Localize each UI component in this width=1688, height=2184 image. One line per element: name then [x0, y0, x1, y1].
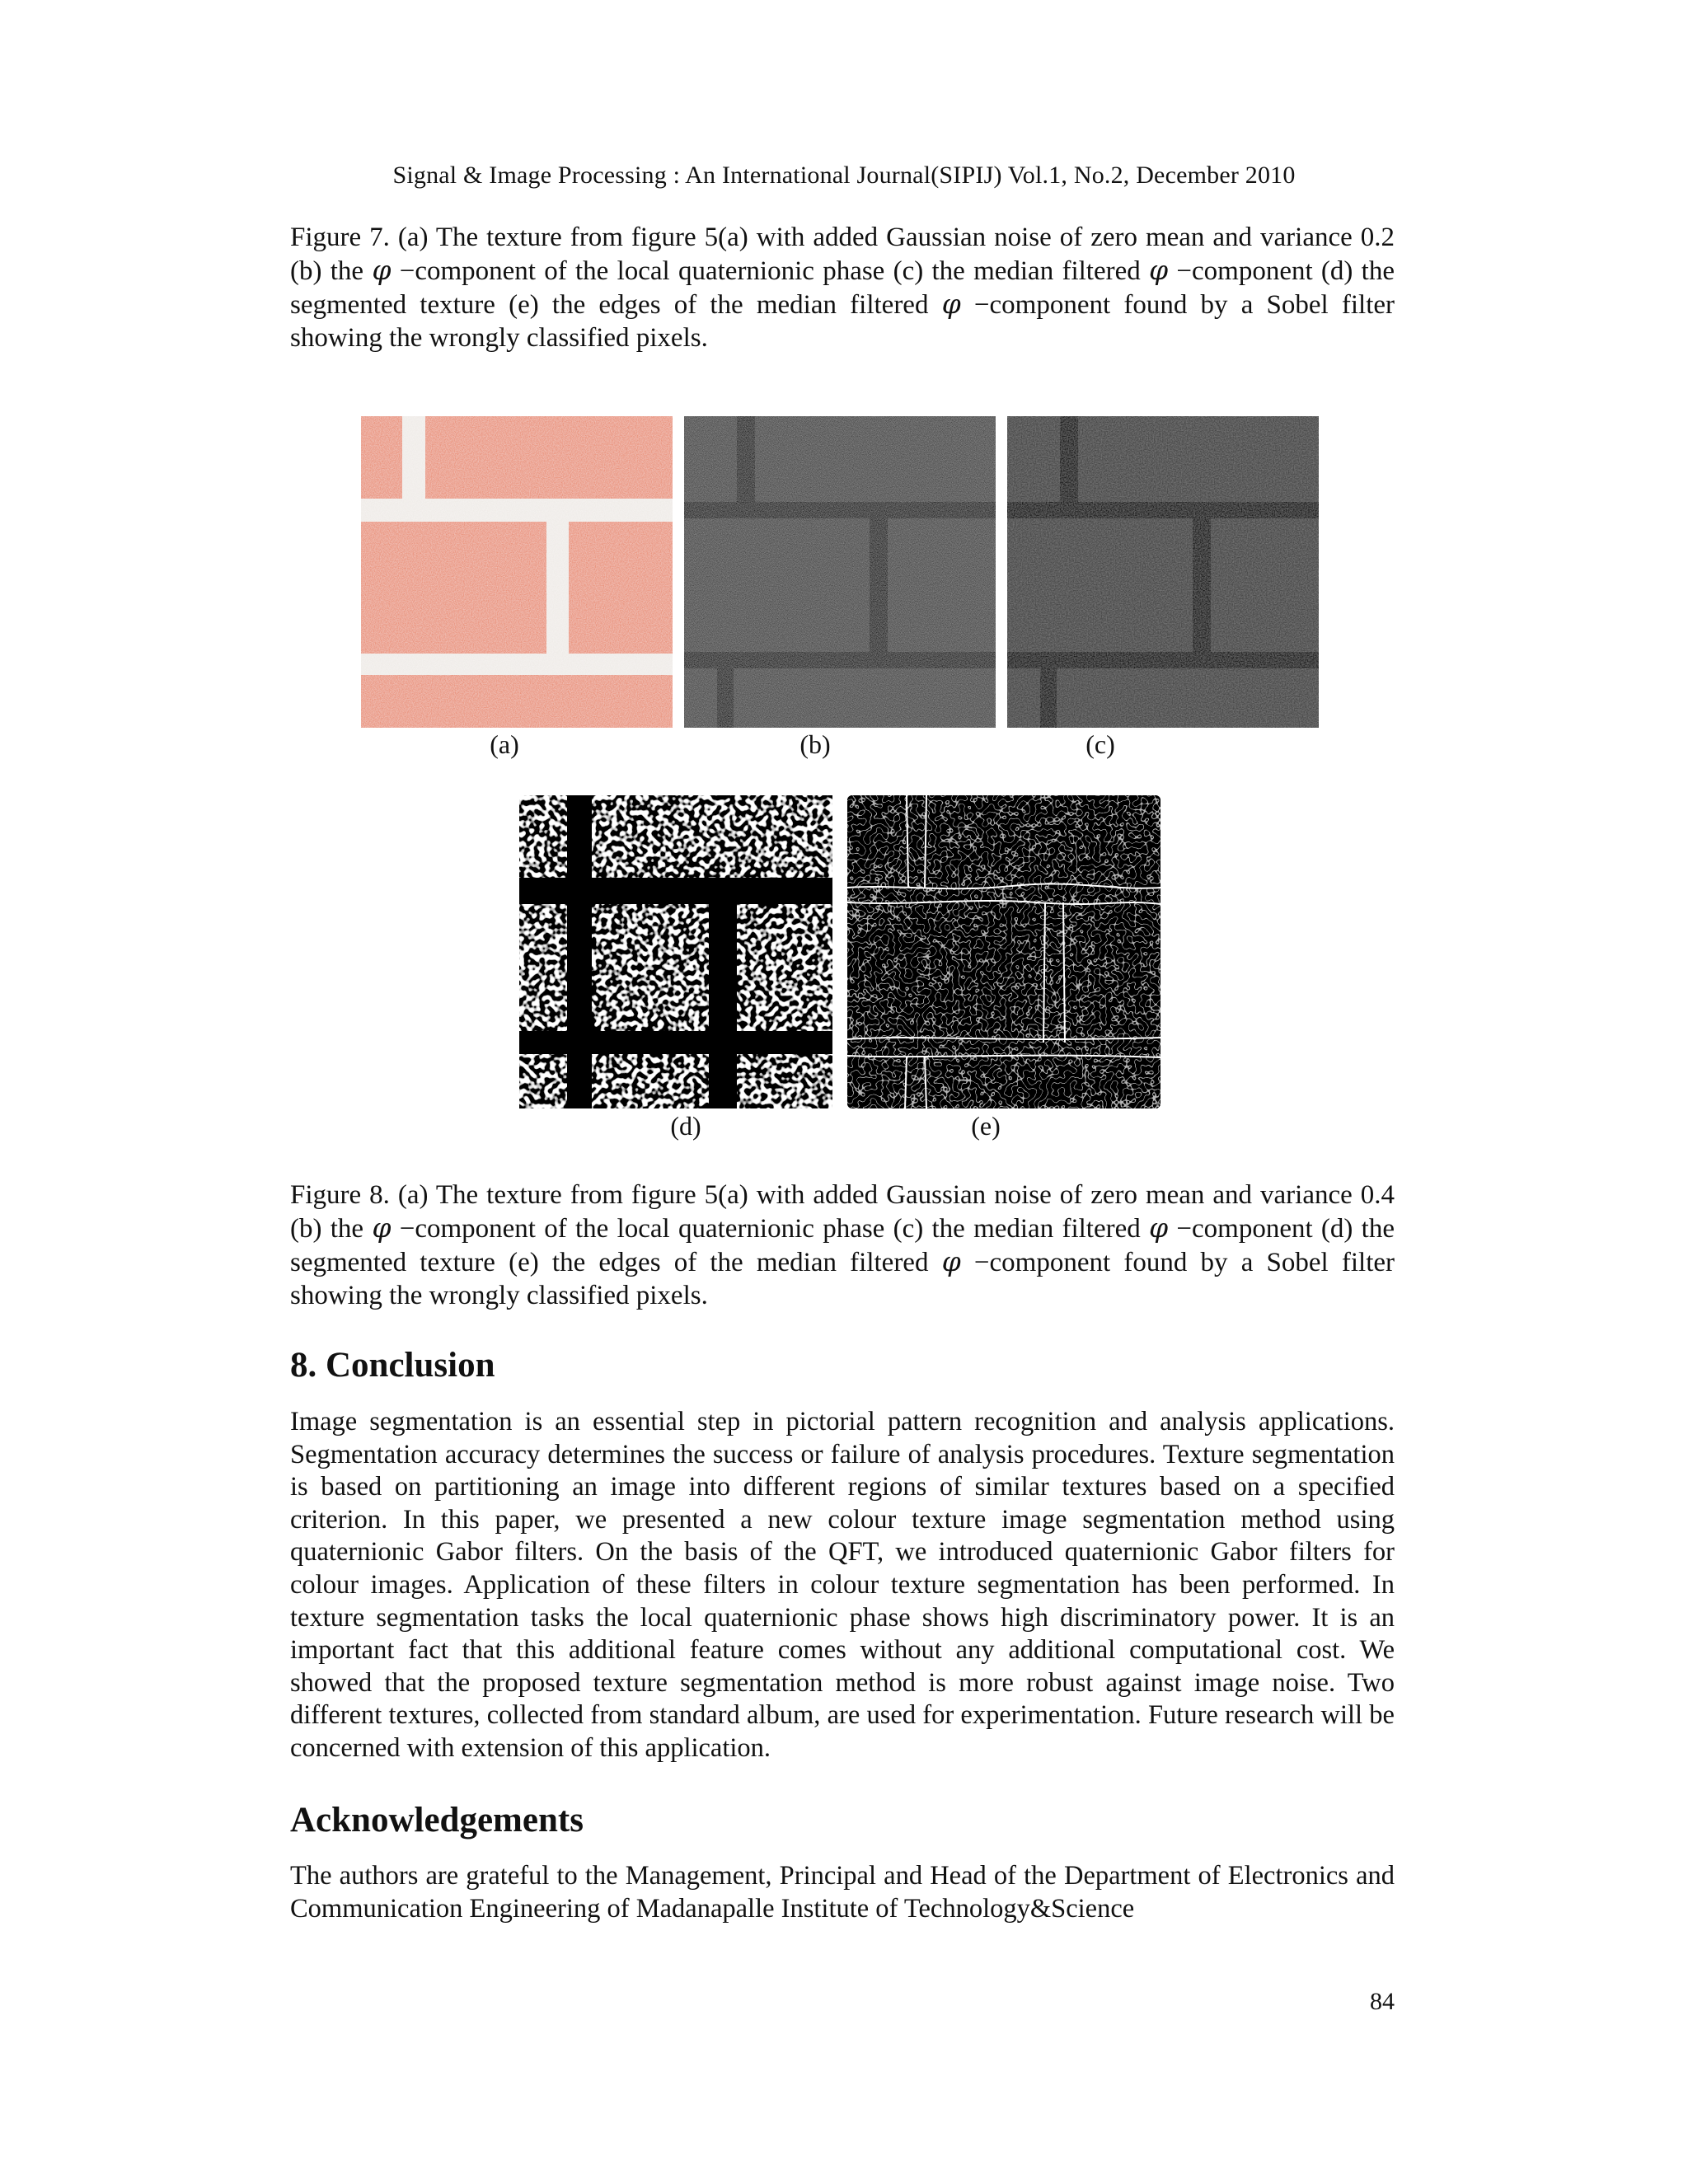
caption-text: Figure 7. (a) The texture from figure 5(a) with added Gaussian noise of zero mean and variance 0.2 (b) the [290, 223, 1395, 286]
section-heading-conclusion: 8. Conclusion [290, 1346, 495, 1385]
phi-symbol: φ [941, 288, 961, 320]
edge-map-image-icon [847, 795, 1160, 1108]
panel-label-b: (b) [799, 729, 831, 759]
page-number: 84 [1370, 1988, 1395, 2015]
panel-label-c: (c) [1085, 729, 1115, 759]
segmentation-image-icon [519, 795, 832, 1108]
panel-label-e: (e) [971, 1111, 1001, 1141]
section-heading-acknowledgements: Acknowledgements [290, 1801, 584, 1840]
caption-text: −component of the local quaternionic phase (c) the median filtered [391, 256, 1150, 286]
figure-7-caption [290, 221, 1395, 354]
median-filtered-image-icon [1007, 416, 1319, 728]
phi-symbol: φ [941, 1245, 961, 1277]
phi-symbol: φ [372, 254, 392, 286]
acknowledgements-paragraph: The authors are grateful to the Management, Principal and Head of the Department of Electronics and Communication Engineering of Madanapalle Institute of Technology&Science [290, 1861, 1395, 1924]
figure-8-caption [290, 1179, 1395, 1312]
phi-symbol: φ [372, 1212, 392, 1244]
caption-text: −component found by a Sobel filter showing the wrongly classified pixels. [290, 1248, 1395, 1310]
caption-text: Figure 8. (a) The texture from figure 5(a) with added Gaussian noise of zero mean and variance 0.4 (b) the [290, 1180, 1395, 1244]
running-header: Signal & Image Processing : An International Journal(SIPIJ) Vol.1, No.2, December 2010 [392, 162, 1296, 189]
panel-label-a: (a) [490, 729, 519, 759]
phi-symbol: φ [1149, 1212, 1169, 1244]
phi-symbol: φ [1149, 254, 1169, 286]
caption-text: −component of the local quaternionic phase (c) the median filtered [391, 1214, 1150, 1244]
brick-texture-icon [361, 416, 673, 728]
caption-text: −component found by a Sobel filter showing the wrongly classified pixels. [290, 290, 1395, 353]
caption-text: −component (d) the segmented texture (e) the edges of the median filtered [290, 1214, 1395, 1277]
panel-label-d: (d) [670, 1111, 701, 1141]
conclusion-paragraph: Image segmentation is an essential step in pictorial pattern recognition and analysis applications. Segmentation accuracy determines the success or failure of analysis procedures. Texture segmentation is based on partitioning an image into different regions of similar textures based on a specified criterion. In this paper, we presented a new colour texture image segmentation method using quaternionic Gabor filters. On the basis of the QFT, we introduced quaternionic Gabor filters for colour images. Application of these filters in colour texture segmentation has been performed. In texture segmentation tasks the local quaternionic phase shows high discriminatory power. It is an important fact that this additional feature comes without any additional computational cost. We showed that the proposed texture segmentation method is more robust against image noise. Two different textures, collected from standard album, are used for experimentation. Future research will be concerned with extension of this application. [290, 1407, 1395, 1763]
phase-image-icon [684, 416, 996, 728]
caption-text: −component (d) the segmented texture (e) the edges of the median filtered [290, 256, 1395, 320]
